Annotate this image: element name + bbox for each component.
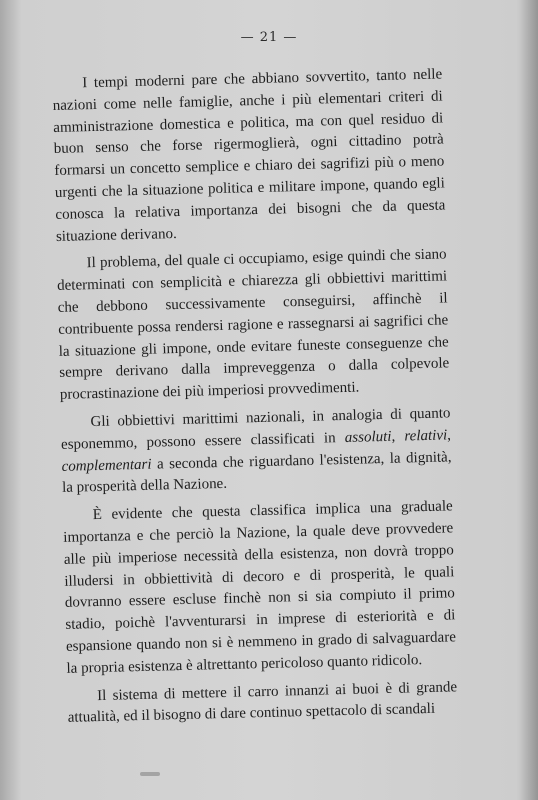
page-number: — 21 — bbox=[240, 30, 298, 45]
term-relativi: relativi bbox=[404, 427, 448, 445]
paragraph-3-text-start: Gli obbiettivi marittimi nazionali, in analogia di quanto esponemmo, possono essere classificati in bbox=[60, 405, 451, 453]
separator-2: , bbox=[446, 427, 452, 444]
paragraph-4: È evidente che questa classifica implica una graduale importanza e che perciò la Nazione, la quale deve provvedere alle più imperiose necessità della esistenza, non dovrà troppo illudersi in obbiettività di decoro e di prosperità, le quali dovranno essere escluse finchè non si sia compiuto il primo stadio, poichè l'avventurarsi in imprese di esteriorità e di espansione quando non si è nemmeno in grado di salvaguardare la propria esistenza è altrettanto pericoloso quanto ridicolo. bbox=[63, 498, 457, 677]
paragraph-2: Il problema, del quale ci occupiamo, esige quindi che siano determinati con semplicità e chiarezza gli obbiettivi marittimi che debbono successivamente conseguirsi, affinchè il contribuente possa rendersi ragione e rassegnarsi ai sagrifici che la situazione gli impone, onde evitare funeste conseguenze che sempre derivano dalla impreveggenza o dalla colpevole procrastinazione dei più imperiosi provvedimenti. bbox=[56, 246, 450, 404]
paragraph-1: I tempi moderni pare che abbiano sovvertito, tanto nelle nazioni come nelle famiglie, anche i più elementari criteri di amministrazione domestica e politica, ma con quel residuo di buon senso che forse rigermoglierà, ogni cittadino potrà formarsi un concetto semplice e chiaro dei sagrifizi più o meno urgenti che la situazione politica e militare impone, quando egli conosca la relativa importanza dei bisogni che da questa situazione derivano. bbox=[52, 66, 446, 245]
paragraph-3-text-end: a seconda che riguardano l'esistenza, la dignità, la prosperità della Nazione. bbox=[61, 448, 452, 497]
paragraph-5: Il sistema di mettere il carro innanzi ai buoi è di grande attualità, ed il bisogno di dare continuo spettacolo di scandali bbox=[67, 678, 458, 727]
page-edge-shadow bbox=[520, 0, 538, 800]
body-text bbox=[52, 64, 458, 735]
term-complementari: complementari bbox=[61, 456, 152, 475]
term-assoluti: assoluti bbox=[344, 428, 392, 446]
separator-1: , bbox=[391, 428, 405, 445]
paper-stain bbox=[140, 772, 160, 776]
paragraph-3 bbox=[60, 403, 452, 500]
